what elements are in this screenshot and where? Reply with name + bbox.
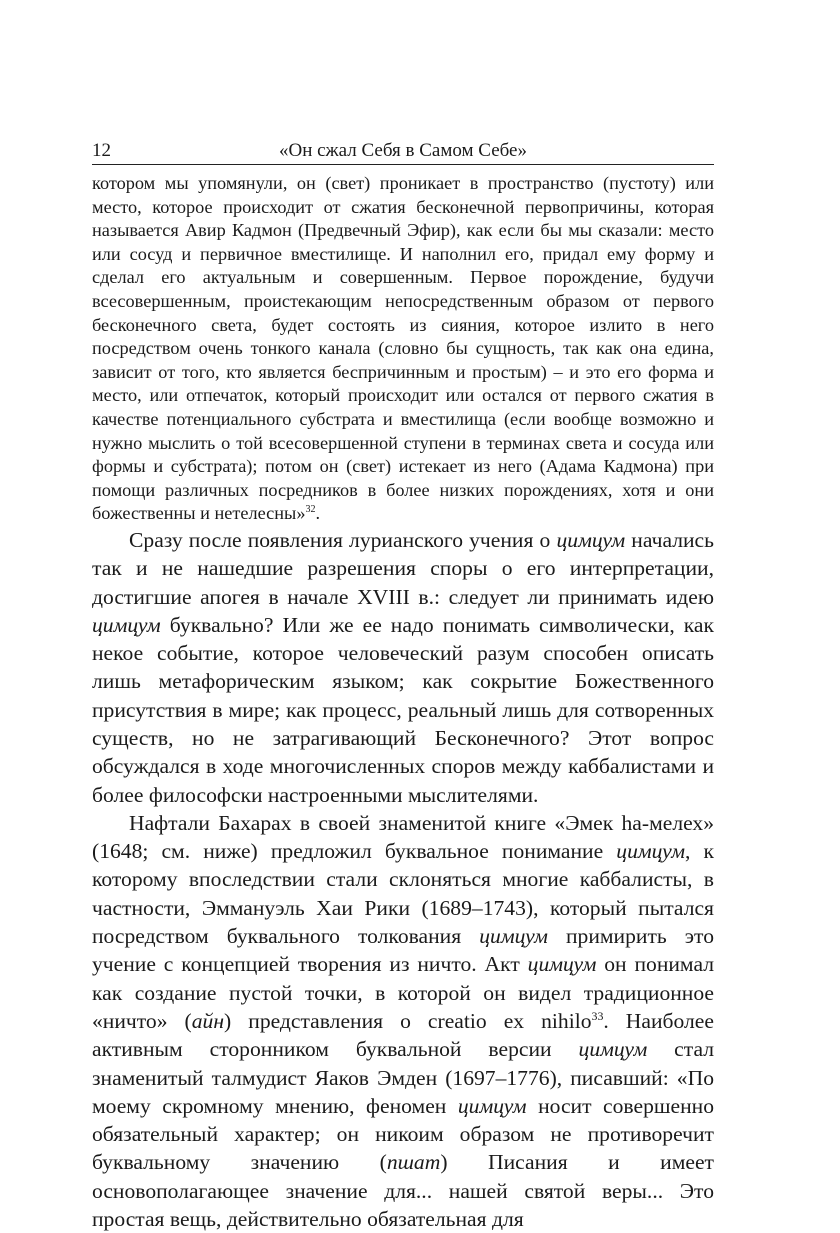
quote-text: котором мы упомянули, он (свет) проникает в пространство (пустоту) или место, которое происходит от сжатия бесконечной первопричины, которая называется Авир Кадмон (Предвечный Эфир), как если бы мы сказали: место или сосуд и первичное вместилище. И наполнил его, придал ему форму и сделал его актуальным и совершенным. Первое порождение, будучи всесовершенным, проистекающим непосредственным образом от первого бесконечного света, будет состоять из сияния, которое излито в него посредством очень тонкого канала (словно бы сущность, так как она едина, зависит от того, кто является беспричинным и простым) – и это его форма и место, или отпечаток, который происходит или остался от первого сжатия в качестве потенциального субстрата и вместилища (если вообще возможно и нужно мыслить о той всесовершенной ступени в терминах света и сосуда или формы и субстрата); потом он (свет) истекает из него (Адама Кадмона) при помощи различных посредников в более низких порождениях, хотя и они божественны и нетелесны» — [92, 173, 714, 524]
text-run: ) представления о creatio ex nihilo — [224, 1008, 592, 1033]
running-title: «Он сжал Себя в Самом Себе» — [278, 140, 527, 161]
term-italic: цимцум — [479, 924, 548, 949]
page-number: 12 — [92, 140, 111, 161]
quote-end: . — [315, 503, 321, 524]
text-run: . Наиболее активным сторонником буквальной версии — [92, 1008, 714, 1062]
text-run: он понимал как создание пустой точки, в которой он видел традиционное «ничто» ( — [92, 952, 714, 1033]
footnote-ref-33: 33 — [591, 1008, 604, 1023]
text-run: начались так и не нашедшие разрешения споры о его интерпретации, достигшие апогея в начале XVIII в.: следует ли принимать идею — [92, 527, 714, 609]
footnote-ref-32: 32 — [305, 504, 316, 516]
term-italic: цимцум — [527, 952, 597, 977]
text-run: Сразу после появления лурианского учения о — [129, 527, 557, 552]
term-italic: цимцум — [616, 839, 685, 864]
term-italic: айн — [191, 1008, 225, 1033]
term-italic: цимцум — [92, 612, 161, 637]
paragraph-2 — [92, 809, 714, 1233]
text-run: буквально? Или же ее надо понимать символически, как некое событие, которое человеческий разум способен описать лишь метафорическим языком; как сокрытие Божественного присутствия в мире; как процесс, реальный лишь для сотворенных существ, но не затрагивающий Бесконечного? Этот вопрос обсуждался в ходе многочисленных споров между каббалистами и более философски настроенными мыслителями. — [92, 612, 714, 807]
text-run: стал знаменитый талмудист Яаков Эмден (1697–1776), писавший: «По моему скромному мнению, феномен — [92, 1037, 715, 1118]
quote-paragraph — [92, 172, 714, 526]
term-italic: цимцум — [457, 1093, 527, 1118]
paragraph-1 — [92, 526, 714, 809]
term-italic: цимцум — [578, 1037, 648, 1062]
page-body — [92, 172, 714, 1233]
text-run: , к которому впоследствии стали склоняться многие каббалисты, в частности, Эммануэль Хаи Рики (1689–1743), который пытался посредством буквального толкования — [92, 839, 714, 949]
text-run: Нафтали Бахарах в своей знаменитой книге «Эмек hа-мелех» (1648; см. ниже) предложил буквальное понимание — [92, 810, 714, 864]
text-run: ) Писания и имеет основополагающее значение для... нашей святой веры... Это простая вещь, действительно обязательная для — [92, 1150, 714, 1232]
page-header — [92, 140, 714, 164]
term-italic: цимцум — [556, 527, 626, 552]
text-run: примирить это учение с концепцией творения из ничто. Акт — [92, 924, 715, 977]
header-rule — [92, 164, 714, 165]
text-run: носит совершенно обязательный характер; он никоим образом не противоречит буквальному значению ( — [92, 1093, 714, 1175]
term-italic: пшат — [386, 1150, 441, 1175]
